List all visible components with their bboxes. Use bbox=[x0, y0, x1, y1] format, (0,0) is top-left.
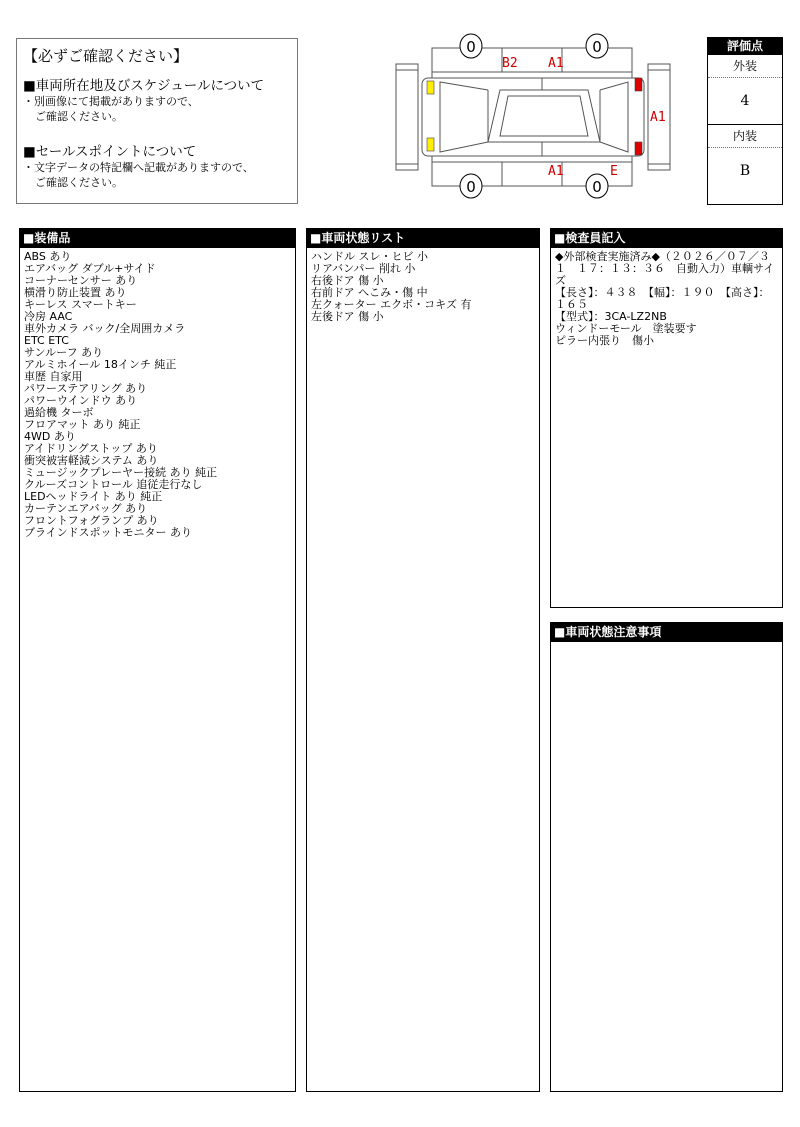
inspector-text bbox=[551, 248, 782, 350]
red-mark bbox=[635, 142, 642, 155]
condition-list bbox=[307, 248, 539, 326]
notice-section2-heading: ■セールスポイントについて bbox=[23, 144, 197, 160]
red-mark bbox=[635, 78, 642, 91]
equipment-list bbox=[20, 248, 295, 542]
list-item: 車歴 自家用 bbox=[24, 370, 83, 383]
list-item: ハンドル スレ・ヒビ 小 bbox=[311, 250, 428, 263]
inspector-panel bbox=[550, 228, 783, 608]
list-item: サンルーフ あり bbox=[24, 346, 104, 359]
list-item: 車外カメラ バック/全周囲カメラ bbox=[24, 322, 186, 335]
list-item: アルミホイール 18インチ 純正 bbox=[24, 358, 177, 371]
list-item: ブラインドスポットモニター あり bbox=[24, 526, 193, 539]
list-item: ウィンドーモール 塗装要す bbox=[555, 322, 697, 335]
list-item: 【型式】：3CA-LZ2NB bbox=[555, 310, 667, 323]
equipment-header: ■装備品 bbox=[20, 229, 295, 248]
notes-header: ■車両状態注意事項 bbox=[551, 623, 782, 642]
list-item: 衝突被害軽減システム あり bbox=[24, 454, 159, 467]
condition-panel bbox=[306, 228, 540, 1092]
list-item: フロントフォグランプ あり bbox=[24, 514, 159, 527]
notes-body bbox=[551, 642, 782, 648]
notice-section1-line: ・別画像にて掲載がありますので、 bbox=[23, 95, 199, 108]
list-item: 【長さ】：４３８ 【幅】：１９０ 【高さ】：１６５ bbox=[555, 286, 770, 311]
tire-mark-rear-left: 0 bbox=[466, 38, 476, 56]
list-item: 横滑り防止装置 あり bbox=[24, 286, 127, 299]
list-item: 過給機 ターボ bbox=[24, 406, 94, 419]
list-item: ◆外部検査実施済み◆（２０２６／０７／３１ １７：１３：３６ 自動入力）車輌サイズ bbox=[555, 250, 775, 287]
inspector-header: ■検査員記入 bbox=[551, 229, 782, 248]
list-item: 冷房 AAC bbox=[24, 310, 73, 323]
list-item: 左後ドア 傷 小 bbox=[311, 310, 384, 323]
notice-section2-line: ・文字データの特記欄へ記載がありますので、 bbox=[23, 161, 254, 174]
exterior-label: 外装 bbox=[708, 55, 782, 78]
list-item: キーレス スマートキー bbox=[24, 298, 137, 311]
notice-section2-line: ご確認ください。 bbox=[35, 176, 123, 189]
list-item: アイドリングストップ あり bbox=[24, 442, 158, 455]
list-item: ミュージックプレーヤー接続 あり 純正 bbox=[24, 466, 218, 479]
damage-code-a1-top: A1 bbox=[548, 56, 564, 71]
list-item: フロアマット あり 純正 bbox=[24, 418, 141, 431]
interior-value: B bbox=[739, 163, 751, 179]
exterior-value: 4 bbox=[740, 93, 750, 109]
list-item: パワーステアリング あり bbox=[24, 382, 148, 395]
notice-title: 【必ずご確認ください】 bbox=[23, 47, 189, 65]
list-item: クルーズコントロール 追従走行なし bbox=[24, 478, 203, 491]
tire-mark-front-right: 0 bbox=[592, 178, 602, 196]
damage-code-e: E bbox=[610, 164, 618, 179]
car-damage-diagram bbox=[392, 30, 674, 204]
list-item: エアバッグ ダブル+サイド bbox=[24, 262, 156, 275]
damage-code-a1-bottom: A1 bbox=[548, 164, 564, 179]
notice-box bbox=[16, 38, 298, 204]
damage-code-a1-right: A1 bbox=[650, 110, 666, 125]
list-item: 4WD あり bbox=[24, 430, 76, 443]
grade-header: 評価点 bbox=[708, 38, 782, 55]
notice-section1-line: ご確認ください。 bbox=[35, 110, 123, 123]
notice-section1-heading: ■車両所在地及びスケジュールについて bbox=[23, 78, 265, 94]
list-item: カーテンエアバッグ あり bbox=[24, 502, 148, 515]
list-item: 左クォーター エクボ・コキズ 有 bbox=[311, 298, 472, 311]
list-item: LEDヘッドライト あり 純正 bbox=[24, 490, 163, 503]
condition-header: ■車両状態リスト bbox=[307, 229, 539, 248]
yellow-mark bbox=[427, 81, 434, 94]
list-item: ETC ETC bbox=[24, 334, 69, 347]
notes-panel bbox=[550, 622, 783, 1092]
list-item: リアバンパー 削れ 小 bbox=[311, 262, 416, 275]
tire-mark-front-left: 0 bbox=[592, 38, 602, 56]
equipment-panel bbox=[19, 228, 296, 1092]
tire-mark-rear-right: 0 bbox=[466, 178, 476, 196]
grade-box bbox=[707, 37, 783, 205]
list-item: コーナーセンサー あり bbox=[24, 274, 138, 287]
yellow-mark bbox=[427, 138, 434, 151]
damage-code-b2: B2 bbox=[502, 56, 518, 71]
list-item: 右後ドア 傷 小 bbox=[311, 274, 384, 287]
list-item: パワーウインドウ あり bbox=[24, 394, 138, 407]
interior-label: 内装 bbox=[708, 125, 782, 148]
list-item: ABS あり bbox=[24, 250, 72, 263]
list-item: ピラー内張り 傷小 bbox=[555, 334, 654, 347]
list-item: 右前ドア へこみ・傷 中 bbox=[311, 286, 428, 299]
